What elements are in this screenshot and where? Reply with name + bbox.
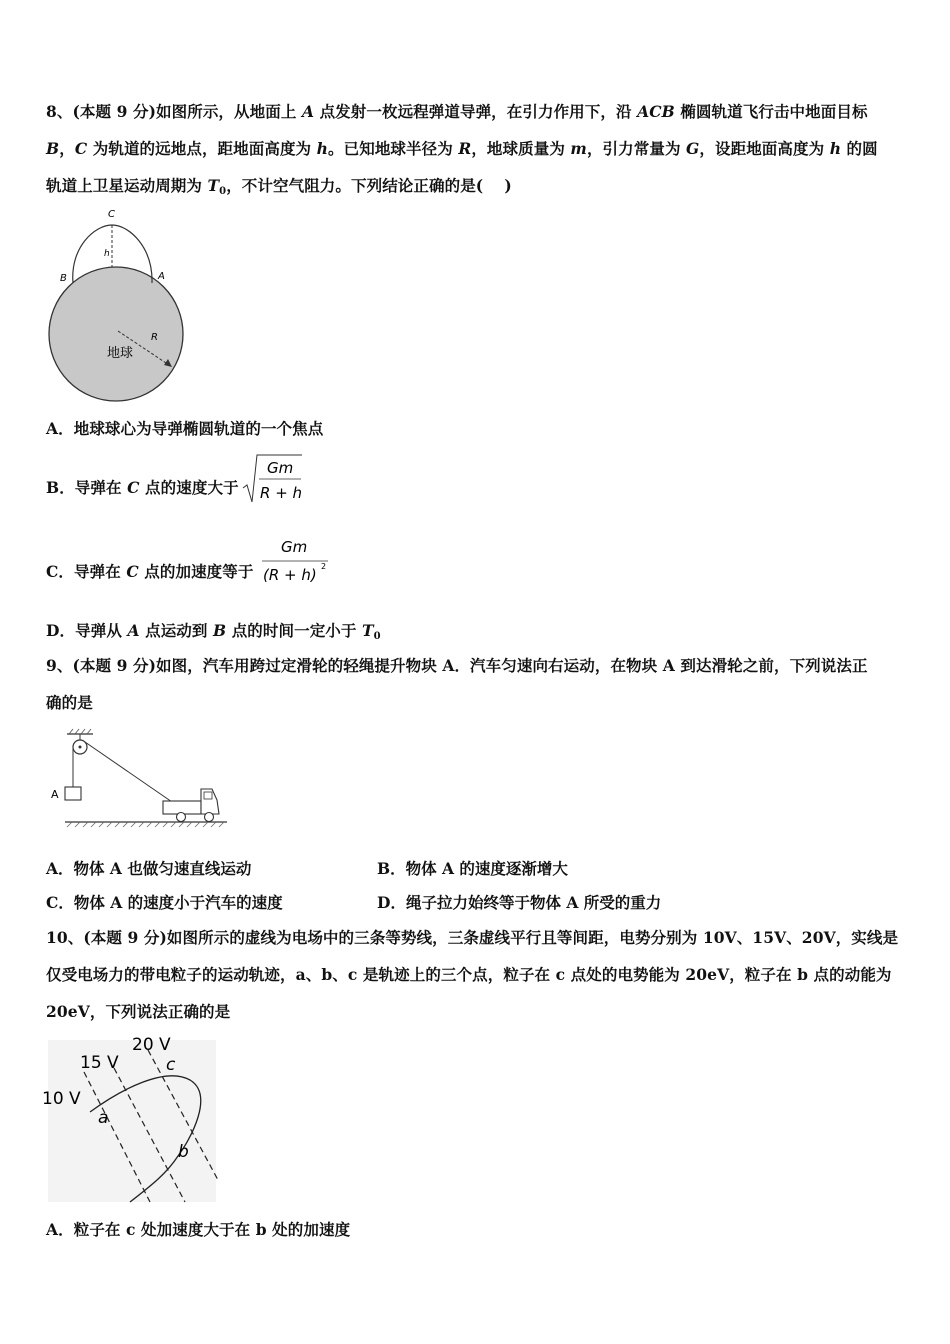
truck-bed <box>163 801 201 814</box>
label-A: A <box>158 271 165 282</box>
q8-line-2: B，C 为轨道的远地点，距地面高度为 h。已知地球半径为 R，地球质量为 m，引力常量为 G，设距地面高度为 h 的圆 <box>46 139 878 158</box>
q9-option-a: A．物体 A 也做匀速直线运动 <box>46 859 252 878</box>
label-15v: 15 V <box>80 1053 119 1073</box>
q10-line-3: 20eV，下列说法正确的是 <box>46 1002 231 1021</box>
earth-circle <box>49 267 183 401</box>
q9-line-2: 确的是 <box>46 693 93 712</box>
q8-option-a: A．地球球心为导弹椭圆轨道的一个焦点 <box>46 419 324 438</box>
label-10v: 10 V <box>42 1089 81 1109</box>
label-earth: 地球 <box>107 346 134 361</box>
label-h: h <box>104 249 110 259</box>
rope-slanted <box>85 742 175 804</box>
label-C: C <box>108 209 115 220</box>
q8-option-b: B．导弹在 C 点的速度大于 <box>46 478 239 497</box>
q8-option-c: C．导弹在 C 点的加速度等于 <box>46 562 254 581</box>
label-R: R <box>151 332 158 343</box>
label-20v: 20 V <box>132 1035 171 1055</box>
formula-denominator: (R + h) <box>263 566 317 584</box>
q8-orbit-figure <box>40 205 190 410</box>
ground-hatch <box>67 822 224 827</box>
q10-field-figure <box>40 1030 220 1205</box>
q8-option-b-formula <box>240 452 305 506</box>
block-a <box>65 787 81 800</box>
formula-denominator: R + h <box>260 484 303 502</box>
ceiling-hatch <box>69 729 91 734</box>
figure-background <box>48 1040 216 1202</box>
truck-wheel-front <box>205 813 214 822</box>
label-b: b <box>178 1142 189 1162</box>
formula-numerator: Gm <box>267 459 294 477</box>
truck-window <box>204 792 212 799</box>
q9-option-b: B．物体 A 的速度逐渐增大 <box>377 859 568 878</box>
q9-option-d: D．绳子拉力始终等于物体 A 所受的重力 <box>377 893 662 912</box>
label-B: B <box>60 273 67 284</box>
q9-option-c: C．物体 A 的速度小于汽车的速度 <box>46 893 283 912</box>
q10-line-2: 仅受电场力的带电粒子的运动轨迹，a、b、c 是轨迹上的三个点，粒子在 c 点处的电势能为 20eV，粒子在 b 点的动能为 <box>46 965 892 984</box>
q10-line-1: 10、(本题 9 分)如图所示的虚线为电场中的三条等势线，三条虚线平行且等间距，电势分别为 10V、15V、20V，实线是 <box>46 928 899 947</box>
label-c: c <box>166 1055 176 1075</box>
formula-exponent: 2 <box>321 562 327 571</box>
q9-pulley-figure <box>45 728 235 833</box>
label-A: A <box>51 788 59 801</box>
label-a: a <box>98 1108 109 1128</box>
truck-wheel-rear <box>177 813 186 822</box>
q8-line-3: 轨道上卫星运动周期为 $T_0$，不计空气阻力。下列结论正确的是( ) <box>46 176 512 197</box>
q8-option-c-formula <box>258 534 333 590</box>
q8-option-d: D．导弹从 A 点运动到 B 点的时间一定小于 $T_0$ <box>46 621 381 642</box>
q9-line-1: 9、(本题 9 分)如图，汽车用跨过定滑轮的轻绳提升物块 A．汽车匀速向右运动，在物块 A 到达滑轮之前，下列说法正 <box>46 656 868 675</box>
q10-option-a: A．粒子在 c 处加速度大于在 b 处的加速度 <box>46 1220 351 1239</box>
q8-line-1: 8、(本题 9 分)如图所示，从地面上 A 点发射一枚远程弹道导弹，在引力作用下，沿 ACB 椭圆轨道飞行击中地面目标 <box>46 102 868 121</box>
pulley-axle <box>79 746 82 749</box>
formula-numerator: Gm <box>281 538 308 556</box>
